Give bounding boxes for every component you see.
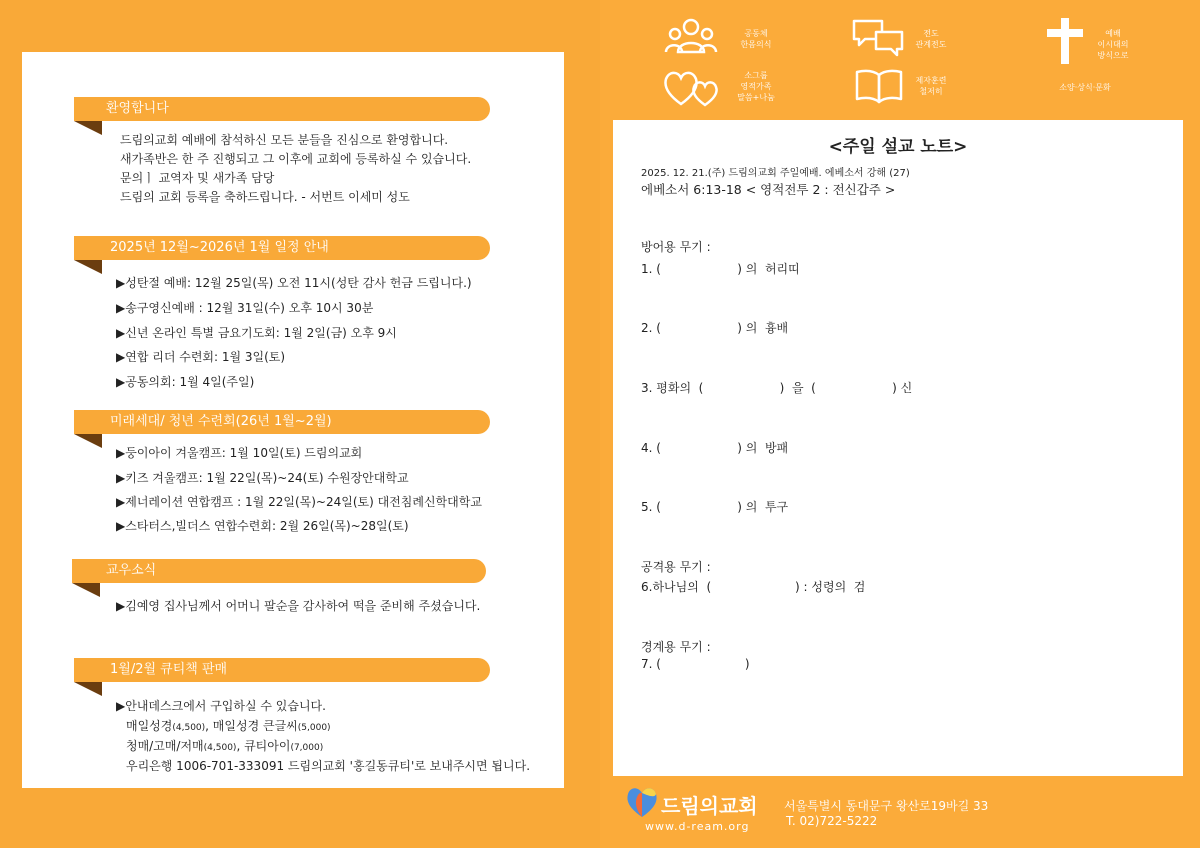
cross-icon xyxy=(1045,17,1085,69)
qt-price-line: 매일성경(4,500), 매일성경 큰글씨(5,000) xyxy=(126,719,331,733)
retreat-item: ▶제너레이션 연합캠프 : 1월 22일(목)~24일(토) 대전침례신학대학교 xyxy=(116,495,482,509)
icon-label-discipleship: 제자훈련 철저히 xyxy=(915,76,947,96)
welcome-line-2: 새가족반은 한 주 진행되고 그 이후에 교회에 등록하실 수 있습니다. xyxy=(120,152,472,166)
notes-heading-alert: 경계용 무기 : xyxy=(641,640,711,654)
church-url: www.d-ream.org xyxy=(645,820,750,833)
notes-blank-4: 4. ( ) 의 방패 xyxy=(641,441,789,455)
schedule-item: ▶연합 리더 수련회: 1월 3일(토) xyxy=(116,350,286,364)
ribbon-fold xyxy=(74,682,102,696)
section-title-qt-books: 1월/2월 큐티책 판매 xyxy=(74,658,490,682)
notes-subtitle: 2025. 12. 21.(주) 드림의교회 주일예배. 에베소서 강해 (27) xyxy=(641,168,910,179)
ribbon-fold xyxy=(72,583,100,597)
notes-blank-3: 3. 평화의 ( ) 을 ( ) 신 xyxy=(641,381,913,395)
ribbon-fold xyxy=(74,260,102,274)
qt-price-line: 청매/고매/저매(4,500), 큐티아이(7,000) xyxy=(126,739,324,753)
schedule-item: ▶공동의회: 1월 4일(주일) xyxy=(116,375,255,389)
sermon-notes-panel xyxy=(613,120,1183,776)
notes-heading-defense: 방어용 무기 : xyxy=(641,240,711,254)
icon-label-evangelism: 전도 관계전도 xyxy=(915,29,947,49)
church-name: 드림의교회 xyxy=(661,794,758,818)
notes-passage: 에베소서 6:13-18 < 영적전투 2 : 전신갑주 > xyxy=(641,182,896,197)
retreat-item: ▶키즈 겨울캠프: 1월 22일(목)~24(토) 수원장안대학교 xyxy=(116,471,409,485)
section-title-member-news: 교우소식 xyxy=(72,559,486,583)
icon-label-worship: 예배 이시대의 방식으로 xyxy=(1097,29,1129,60)
schedule-item: ▶성탄절 예배: 12월 25일(목) 오전 11시(성탄 감사 헌금 드립니다.) xyxy=(116,276,472,290)
welcome-line-4: 드림의 교회 등록을 축하드립니다. - 서번트 이세미 성도 xyxy=(120,190,410,204)
notes-blank-1: 1. ( ) 의 허리띠 xyxy=(641,262,800,276)
welcome-line-1: 드림의교회 예배에 참석하신 모든 분들을 진심으로 환영합니다. xyxy=(120,133,449,147)
schedule-item: ▶송구영신예배 : 12월 31일(수) 오후 10시 30분 xyxy=(116,301,374,315)
book-icon xyxy=(854,68,904,108)
icon-label-small-group: 소그룹 영적가족 말씀+나눔 xyxy=(737,71,775,102)
people-icon xyxy=(664,18,718,58)
welcome-line-3: 문의ㅣ 교역자 및 새가족 담당 xyxy=(120,171,275,185)
notes-heading-offense: 공격용 무기 : xyxy=(641,560,711,574)
section-title-welcome: 환영합니다 xyxy=(74,97,490,121)
retreat-item: ▶스타터스,빌더스 연합수련회: 2월 26일(목)~28일(토) xyxy=(116,519,409,533)
qt-item: ▶안내데스크에서 구입하실 수 있습니다. xyxy=(116,699,326,713)
ribbon-fold xyxy=(74,121,102,135)
icon-label-community: 공동체 한몸의식 xyxy=(740,29,772,49)
ribbon-fold xyxy=(74,434,102,448)
section-title-schedule: 2025년 12월~2026년 1월 일정 안내 xyxy=(74,236,490,260)
speech-bubbles-icon xyxy=(851,18,905,62)
church-phone: T. 02)722-5222 xyxy=(786,814,878,828)
schedule-item: ▶신년 온라인 특별 금요기도회: 1월 2일(금) 오후 9시 xyxy=(116,326,397,340)
hearts-icon xyxy=(663,68,723,112)
retreat-item: ▶둥이아이 겨울캠프: 1월 10일(토) 드림의교회 xyxy=(116,446,363,460)
icon-label-culture: 소양·상식·문화 xyxy=(1059,83,1111,92)
section-title-retreat: 미래세대/ 청년 수련회(26년 1월~2월) xyxy=(74,410,490,434)
church-address: 서울특별시 동대문구 왕산로19바길 33 xyxy=(784,799,989,813)
notes-blank-5: 5. ( ) 의 투구 xyxy=(641,500,789,514)
member-news-item: ▶김예영 집사님께서 어머니 팔순을 감사하여 떡을 준비해 주셨습니다. xyxy=(116,599,481,613)
notes-blank-6: 6.하나님의 ( ) : 성령의 검 xyxy=(641,580,866,594)
qt-bank-info: 우리은행 1006-701-333091 드림의교회 '홍길동큐티'로 보내주시면 됩니다. xyxy=(126,759,531,773)
church-logo-icon xyxy=(624,784,660,824)
notes-blank-7: 7. ( ) xyxy=(641,657,750,671)
notes-blank-2: 2. ( ) 의 흉배 xyxy=(641,321,789,335)
notes-title: <주일 설교 노트> xyxy=(828,137,968,157)
announcements-panel xyxy=(22,52,564,788)
